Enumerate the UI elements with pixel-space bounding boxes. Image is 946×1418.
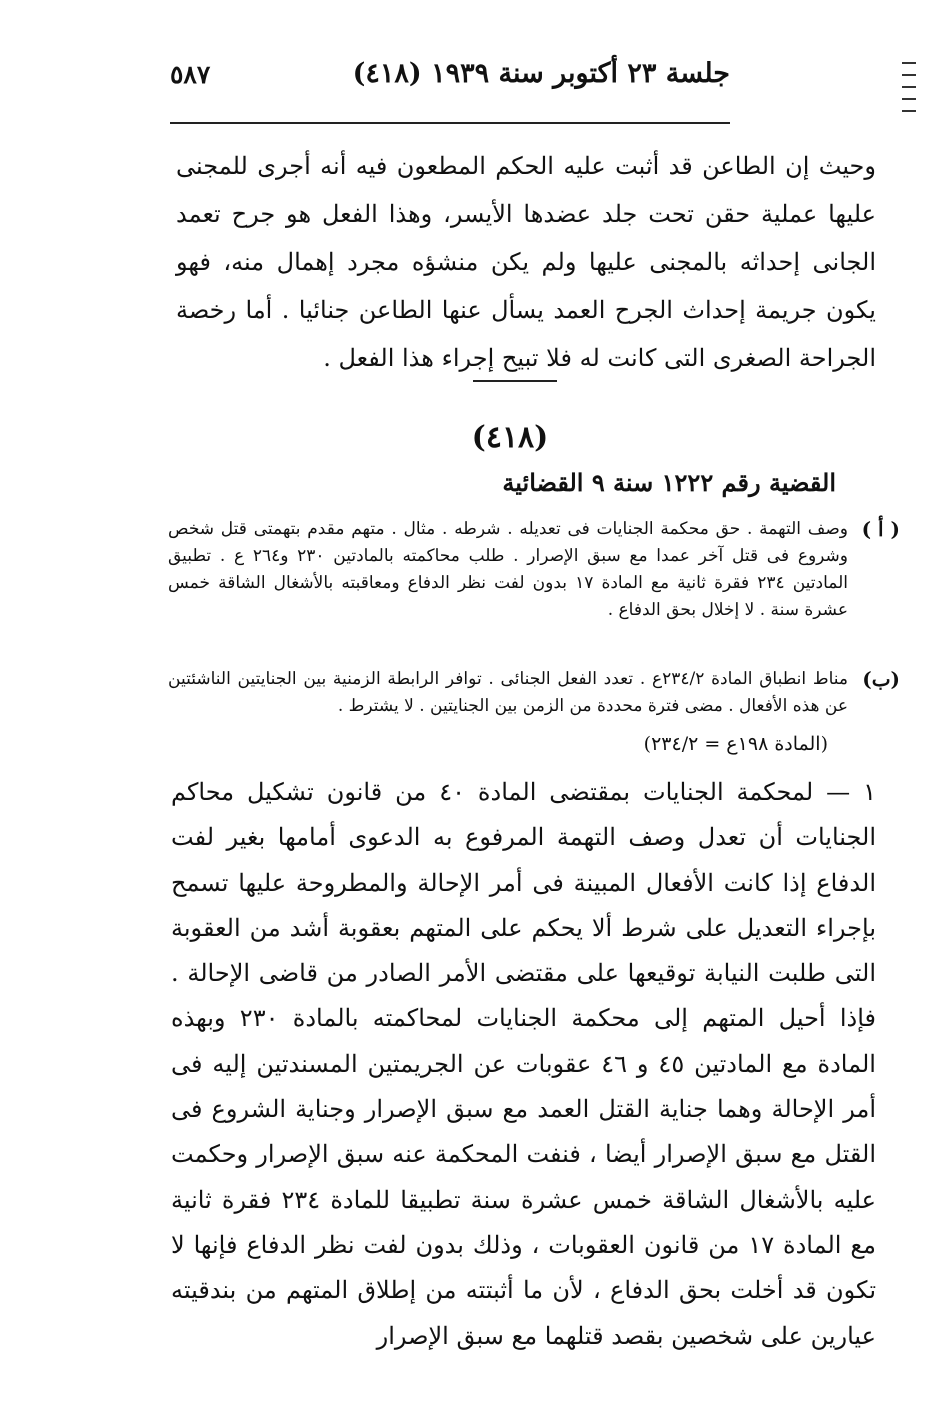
paragraph-2-text: ١ — لمحكمة الجنايات بمقتضى المادة ٤٠ من قانون تشكيل محاكم الجنايات أن تعدل وصف التهمة المرفوع به الدعوى أمامها بغير لفت الدفاع إذا كانت الأفعال المبينة فى أمر الإحالة والمطروحة عليها تسمح بإجراء التعديل على شرط ألا يحكم على المتهم بعقوبة أشد من العقوبة التى طلبت النيابة توقيعها على مقتضى الأمر الصادر من قاضى الإحالة . فإذا أحيل المتهم إلى محكمة الجنايات لمحاكمته بالمادة ٢٣٠ وبهذه المادة مع المادتين ٤٥ و ٤٦ عقوبات عن الجريمتين المسندتين إليه فى أمر الإحالة وهما جناية القتل العمد مع سبق الإصرار وجناية الشروع فى القتل مع سبق الإصرار أيضا ، فنفت المحكمة عنه سبق الإصرار وحكمت عليه بالأشغال الشاقة خمس عشرة سنة تطبيقا للمادة ٢٣٤ فقرة ثانية مع المادة ١٧ من قانون العقوبات ، وذلك بدون لفت نظر الدفاع فإنها لا تكون قد أخلت بحق الدفاع ، لأن ما أثبتته من إطلاق المتهم من بندقيته عيارين على شخصين بقصد قتلهما مع سبق الإصرار <box>171 778 877 1350</box>
header-rule <box>170 122 730 124</box>
paragraph-2 <box>171 770 876 1359</box>
case-number: (٤١٨) <box>471 420 549 455</box>
summary-item-b-text: مناط انطباق المادة ٢٣٤/٢ع . تعدد الفعل الجنائى . توافر الرابطة الزمنية بين الجنايتين الناشئتين عن هذه الأفعال . مضى فترة محددة من الزمن بين الجنايتين . لا يشترط . <box>168 669 848 716</box>
summary-item-a-marker: ( أ ) <box>861 517 900 541</box>
page-header <box>150 58 730 98</box>
summary-item-b-marker: (ب) <box>862 667 900 691</box>
summary-reference: (المادة ١٩٨ع = ٢٣٤/٢) <box>643 733 828 755</box>
summary-item-a-text: وصف التهمة . حق محكمة الجنايات فى تعديله . شرطه . مثال . متهم مقدم بتهمتى قتل شخص وشروع فى قتل آخر عمدا مع سبق الإصرار . طلب محاكمته بالمادتين ٢٣٠ و٢٦٤ ع . تطبيق المادتين ٢٣٤ فقرة ثانية مع المادة ١٧ بدون لفت نظر الدفاع ومعاقبته بالأشغال الشاقة خمس عشرة سنة . لا إخلال بحق الدفاع . <box>168 519 849 620</box>
margin-marks <box>902 62 916 122</box>
case-reference: القضية رقم ١٢٢٢ سنة ٩ القضائية <box>502 468 836 497</box>
running-title: جلسة ٢٣ أكتوبر سنة ١٩٣٩ (٤١٨) <box>352 58 730 89</box>
summary-item-b <box>168 666 900 720</box>
section-divider <box>473 380 557 382</box>
paragraph-1-text: وحيث إن الطاعن قد أثبت عليه الحكم المطعون فيه أنه أجرى للمجنى عليها عملية حقن تحت جلد عضدها الأيسر، وهذا الفعل هو جرح تعمد الجانى إحداثه بالمجنى عليها ولم يكن منشؤه مجرد إهمال منه، فهو يكون جريمة إحداث الجرح العمد يسأل عنها الطاعن جنائيا . أما رخصة الجراحة الصغرى التى كانت له فلا تبيح إجراء هذا الفعل . <box>176 152 876 372</box>
page-number: ٥٨٧ <box>170 60 211 89</box>
summary-item-a <box>168 516 900 624</box>
paragraph-1 <box>176 142 876 382</box>
